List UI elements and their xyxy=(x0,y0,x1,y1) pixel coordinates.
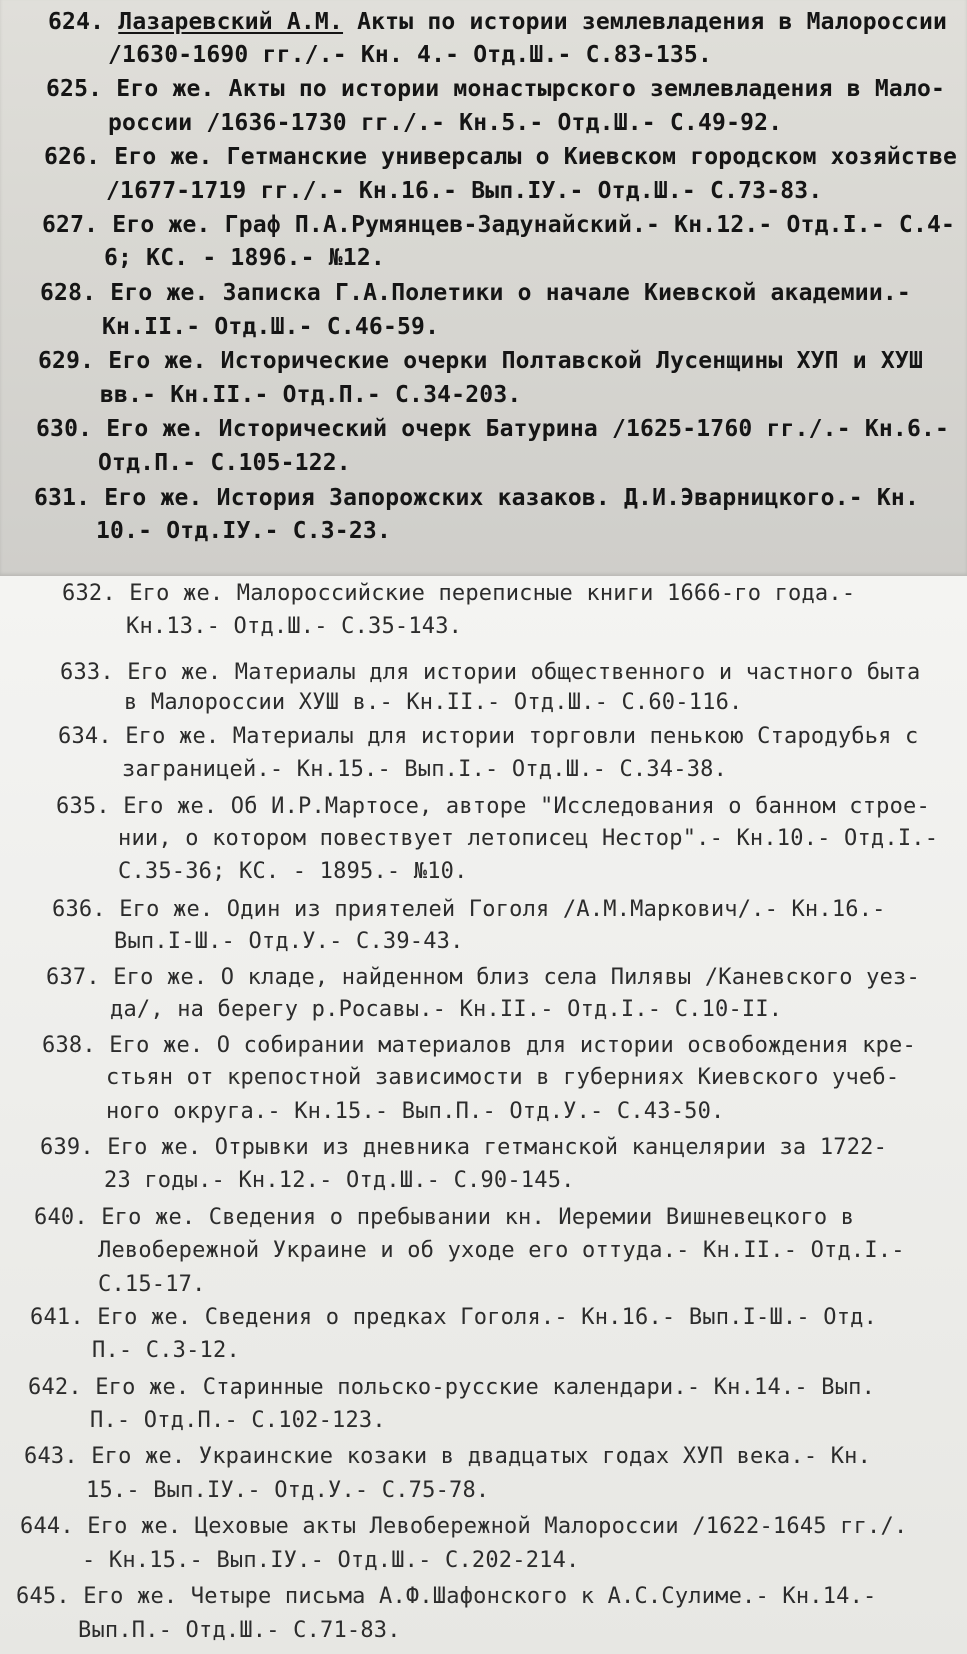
entry-text-line-1: Его же. Материалы для истории торговли пенькою Стародубья с xyxy=(125,724,919,749)
entry-text-line-2: /1677-1719 гг./.- Кн.16.- Вып.IУ.- Отд.Ш.- С.73-83. xyxy=(106,178,823,204)
entry-text-line-2: 10.- Отд.IУ.- С.3-23. xyxy=(96,518,391,544)
entry-text-line-1: Его же. О кладе, найденном близ села Пилявы /Каневского уез- xyxy=(113,965,920,990)
entry-number: 643. xyxy=(24,1444,78,1469)
entry-text-line-1: Его же. Записка Г.А.Полетики о начале Киевской академии.- xyxy=(110,280,911,306)
entry-text-line-2: П.- С.3-12. xyxy=(92,1338,240,1363)
entry-number: 639. xyxy=(40,1135,94,1160)
entry-text-line-2: россии /1636-1730 гг./.- Кн.5.- Отд.Ш.- С.49-92. xyxy=(108,110,783,136)
entry-text-line-2: 15.- Вып.IУ.- Отд.У.- С.75-78. xyxy=(86,1478,490,1503)
entry-number: 630. xyxy=(36,416,93,442)
entry-text-line-2: Кн.13.- Отд.Ш.- С.35-143. xyxy=(126,614,463,639)
entry-text-line-1: Его же. Акты по истории монастырского землевладения в Мало- xyxy=(116,76,946,102)
entry-number: 641. xyxy=(30,1305,84,1330)
entry-text-line-2: /1630-1690 гг./.- Кн. 4.- Отд.Ш.- С.83-135. xyxy=(108,42,713,68)
entry-text-line-1: Его же. Исторический очерк Батурина /1625-1760 гг./.- Кн.6.- xyxy=(106,416,950,442)
entry-text-line-1: Его же. Отрывки из дневника гетманской канцелярии за 1722- xyxy=(107,1135,888,1160)
entry-text-line-1: Его же. Гетманские универсалы о Киевском городском хозяйстве xyxy=(114,144,958,170)
entry-text-line-1: Его же. Цеховые акты Левобережной Малороссии /1622-1645 гг./. xyxy=(87,1514,908,1539)
entry-text-line-1: Его же. Граф П.А.Румянцев-Задунайский.- Кн.12.- Отд.I.- С.4- xyxy=(112,212,956,238)
entry-text-line-2: 6; КС. - 1896.- №12. xyxy=(104,245,385,271)
entry-text-line-2: 23 годы.- Кн.12.- Отд.Ш.- С.90-145. xyxy=(104,1168,575,1193)
entry-text-line-1: Его же. Один из приятелей Гоголя /А.М.Маркович/.- Кн.16.- xyxy=(119,897,886,922)
entry-text-line-2: вв.- Кн.II.- Отд.П.- С.34-203. xyxy=(100,382,522,408)
entry-author: Лазаревский А.М. xyxy=(118,9,344,35)
entry-text-line-3: С.15-17. xyxy=(98,1272,206,1297)
entry-text-line-3: С.35-36; КС. - 1895.- №10. xyxy=(118,859,468,884)
entry-text-line-3: ного округа.- Кн.15.- Вып.П.- Отд.У.- С.43-50. xyxy=(106,1099,725,1124)
entry-text-line-1: Его же. О собирании материалов для истории освобождения кре- xyxy=(109,1033,916,1058)
entry-text-line-1: Его же. Сведения о предках Гоголя.- Кн.16.- Вып.I-Ш.- Отд. xyxy=(97,1305,878,1330)
entry-number: 634. xyxy=(58,724,112,749)
entry-number: 626. xyxy=(44,144,101,170)
entry-number: 635. xyxy=(56,794,110,819)
entry-number: 628. xyxy=(40,280,97,306)
entry-number: 632. xyxy=(62,581,116,606)
entry-text-line-2: стьян от крепостной зависимости в губерниях Киевского учеб- xyxy=(106,1065,900,1090)
entry-text-line-2: заграницей.- Кн.15.- Вып.I.- Отд.Ш.- С.34-38. xyxy=(122,757,728,782)
entry-text-line-1: Его же. Материалы для истории общественного и частного быта xyxy=(127,660,921,685)
entry-text-line-1: Его же. Малороссийские переписные книги 1666-го года.- xyxy=(129,581,856,606)
entry-text-line-2: в Малороссии ХУШ в.- Кн.II.- Отд.Ш.- С.60-116. xyxy=(124,690,743,715)
entry-text-line-1: Его же. История Запорожских казаков. Д.И.Эварницкого.- Кн. xyxy=(104,485,920,511)
entry-number: 625. xyxy=(46,76,103,102)
entry-number: 636. xyxy=(52,897,106,922)
entry-text-line-2: Вып.П.- Отд.Ш.- С.71-83. xyxy=(78,1618,401,1643)
entry-number: 644. xyxy=(20,1514,74,1539)
entry-text-line-1: Его же. Исторические очерки Полтавской Лусенщины ХУП и ХУШ xyxy=(108,348,924,374)
entry-number: 633. xyxy=(60,660,114,685)
entry-text-line-1: Его же. Четыре письма А.Ф.Шафонского к А.С.Сулиме.- Кн.14.- xyxy=(83,1584,877,1609)
entry-text-line-2: Кн.II.- Отд.Ш.- С.46-59. xyxy=(102,314,440,340)
entry-number: 631. xyxy=(34,485,91,511)
entry-text-line-2: Вып.I-Ш.- Отд.У.- С.39-43. xyxy=(114,929,464,954)
entry-text-line-2: да/, на берегу р.Росавы.- Кн.II.- Отд.I.- С.10-II. xyxy=(110,997,783,1022)
entry-text-line-1: Акты по истории землевладения в Малороссии xyxy=(343,9,948,35)
entry-number: 629. xyxy=(38,348,95,374)
entry-number: 640. xyxy=(34,1205,88,1230)
entry-text-line-1: Его же. Старинные польско-русские календари.- Кн.14.- Вып. xyxy=(95,1375,876,1400)
entry-text-line-1: Его же. Об И.Р.Мартосе, авторе "Исследования о банном строе- xyxy=(123,794,930,819)
entry-text-line-2: - Кн.15.- Вып.IУ.- Отд.Ш.- С.202-214. xyxy=(82,1548,580,1573)
entry-text-line-2: Отд.П.- С.105-122. xyxy=(98,450,351,476)
entry-text-line-2: Левобережной Украине и об уходе его оттуда.- Кн.II.- Отд.I.- xyxy=(98,1238,905,1263)
entry-number: 624. xyxy=(48,9,105,35)
entry-text-line-1: Его же. Сведения о пребывании кн. Иеремии Вишневецкого в xyxy=(101,1205,855,1230)
entry-number: 642. xyxy=(28,1375,82,1400)
entry-number: 637. xyxy=(46,965,100,990)
entry-number: 645. xyxy=(16,1584,70,1609)
entry-text-line-1: Его же. Украинские козаки в двадцатых годах ХУП века.- Кн. xyxy=(91,1444,872,1469)
entry-number: 638. xyxy=(42,1033,96,1058)
entry-text-line-2: нии, о котором повествует летописец Нестор".- Кн.10.- Отд.I.- xyxy=(118,826,939,851)
entry-text-line-2: П.- Отд.П.- С.102-123. xyxy=(90,1408,386,1433)
entry-number: 627. xyxy=(42,212,99,238)
